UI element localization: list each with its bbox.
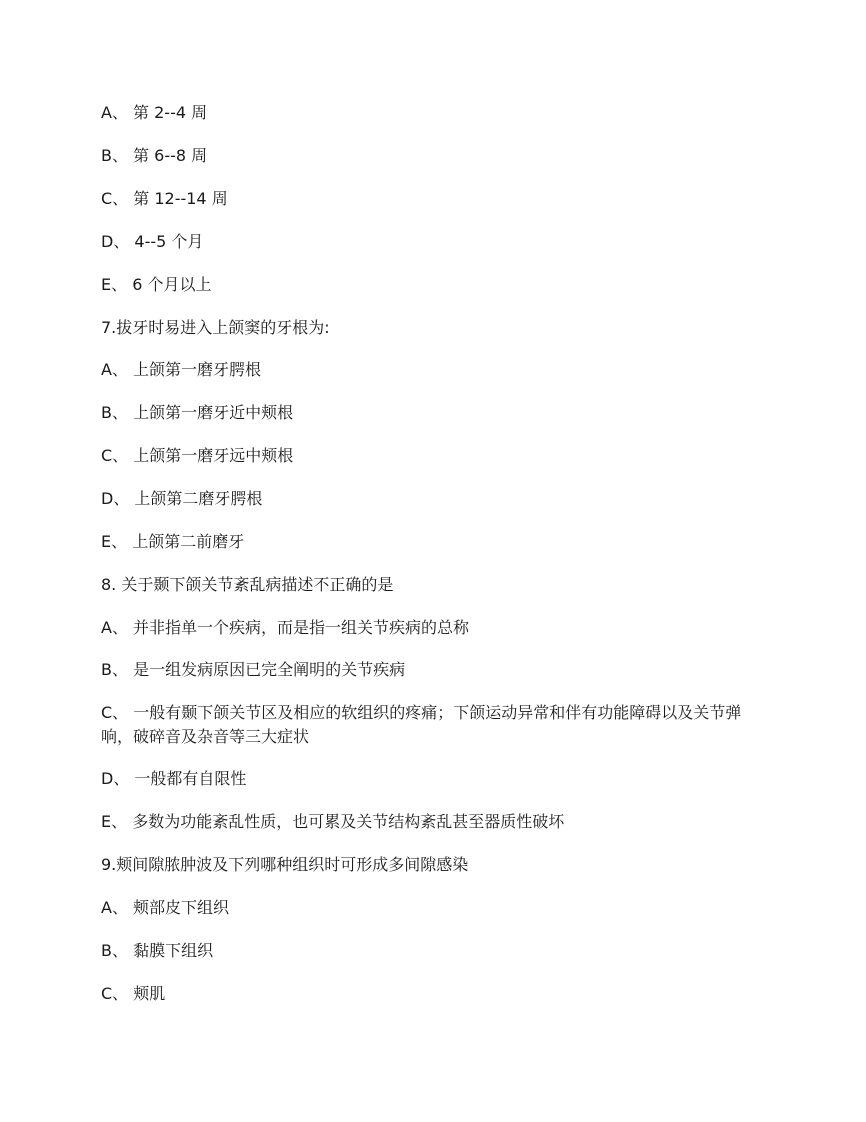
- option-b-q8: B、 是一组发病原因已完全阐明的关节疾病: [101, 660, 406, 679]
- question-9: 9.颊间隙脓肿波及下列哪种组织时可形成多间隙感染: [101, 855, 469, 874]
- question-7: 7.拔牙时易进入上颌窦的牙根为:: [101, 318, 330, 337]
- question-8: 8. 关于颞下颌关节紊乱病描述不正确的是: [101, 575, 394, 594]
- option-b-q9: B、 黏膜下组织: [101, 941, 214, 960]
- option-a-q7: A、 上颌第一磨牙腭根: [101, 360, 262, 379]
- option-a-q9: A、 颊部皮下组织: [101, 898, 230, 917]
- option-e-q6: E、 6 个月以上: [101, 275, 212, 294]
- option-a-q8: A、 并非指单一个疾病，而是指一组关节疾病的总称: [101, 618, 470, 637]
- option-d-q6: D、 4--5 个月: [101, 232, 204, 251]
- option-c-q9: C、 颊肌: [101, 984, 166, 1003]
- option-c-q6: C、 第 12--14 周: [101, 189, 228, 208]
- option-a-q6: A、 第 2--4 周: [101, 103, 208, 122]
- option-c-q8: C、 一般有颞下颌关节区及相应的软组织的疼痛；下颌运动异常和伴有功能障碍以及关节弹响，破碎音及杂音等三大症状: [101, 703, 742, 746]
- option-b-q6: B、 第 6--8 周: [101, 146, 208, 165]
- option-d-q8: D、 一般都有自限性: [101, 769, 247, 788]
- option-b-q7: B、 上颌第一磨牙近中颊根: [101, 403, 294, 422]
- option-e-q8: E、 多数为功能紊乱性质，也可累及关节结构紊乱甚至器质性破坏: [101, 812, 565, 831]
- option-c-q7: C、 上颌第一磨牙远中颊根: [101, 446, 294, 465]
- option-e-q7: E、 上颌第二前磨牙: [101, 532, 245, 551]
- option-d-q7: D、 上颌第二磨牙腭根: [101, 489, 263, 508]
